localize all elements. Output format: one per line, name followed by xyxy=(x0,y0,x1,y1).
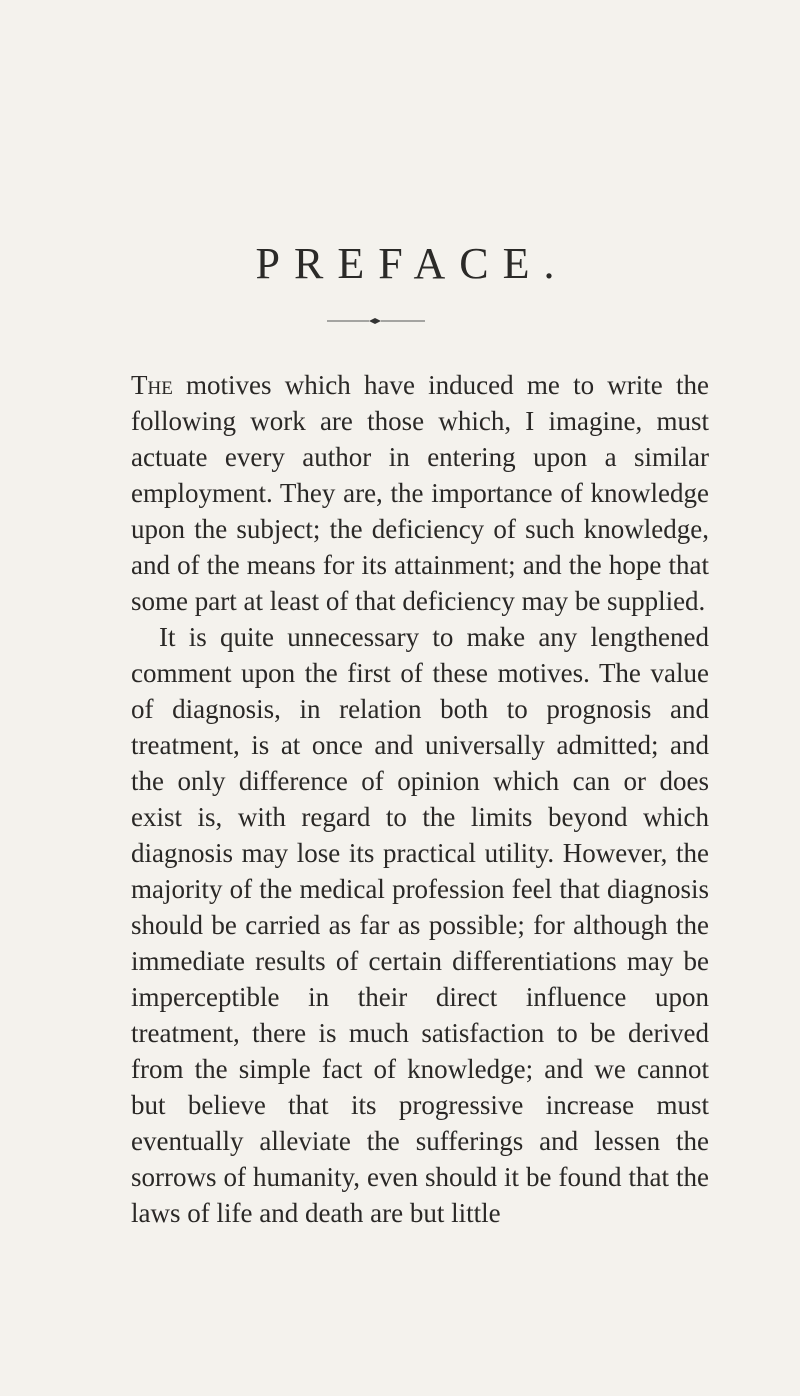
diamond-rule-icon xyxy=(325,315,455,327)
preface-body xyxy=(131,367,709,1231)
page-title: PREFACE. xyxy=(255,239,569,288)
paragraph-text: motives which have induced me to write the following work are those which, I imagine, must actuate every author in entering upon a similar employment. They are, the importance of knowledge upon the subject; the deficiency of such knowledge, and of the means for its attainment; and the hope that some part at least of that deficiency may be supplied. xyxy=(131,370,709,616)
paragraph-text: It is quite unnecessary to make any lengthened comment upon the first of these motives. The value of diagnosis, in relation both to prognosis and treatment, is at once and universally admitted; and the only difference of opinion which can or does exist is, with regard to the limits beyond which diagnosis may lose its practical utility. However, the majority of the medical profession feel that diagnosis should be carried as far as possible; for although the immediate results of certain differentiations may be imperceptible in their direct influence upon treatment, there is much satisfaction to be derived from the simple fact of knowledge; and we cannot but believe that its progressive increase must eventually alleviate the sufferings and lessen the sorrows of humanity, even should it be found that the laws of life and death are but little xyxy=(131,622,709,1228)
paragraph-1 xyxy=(131,367,709,619)
paragraph-2 xyxy=(131,619,709,1231)
paragraph-lead-word: The xyxy=(131,370,173,400)
